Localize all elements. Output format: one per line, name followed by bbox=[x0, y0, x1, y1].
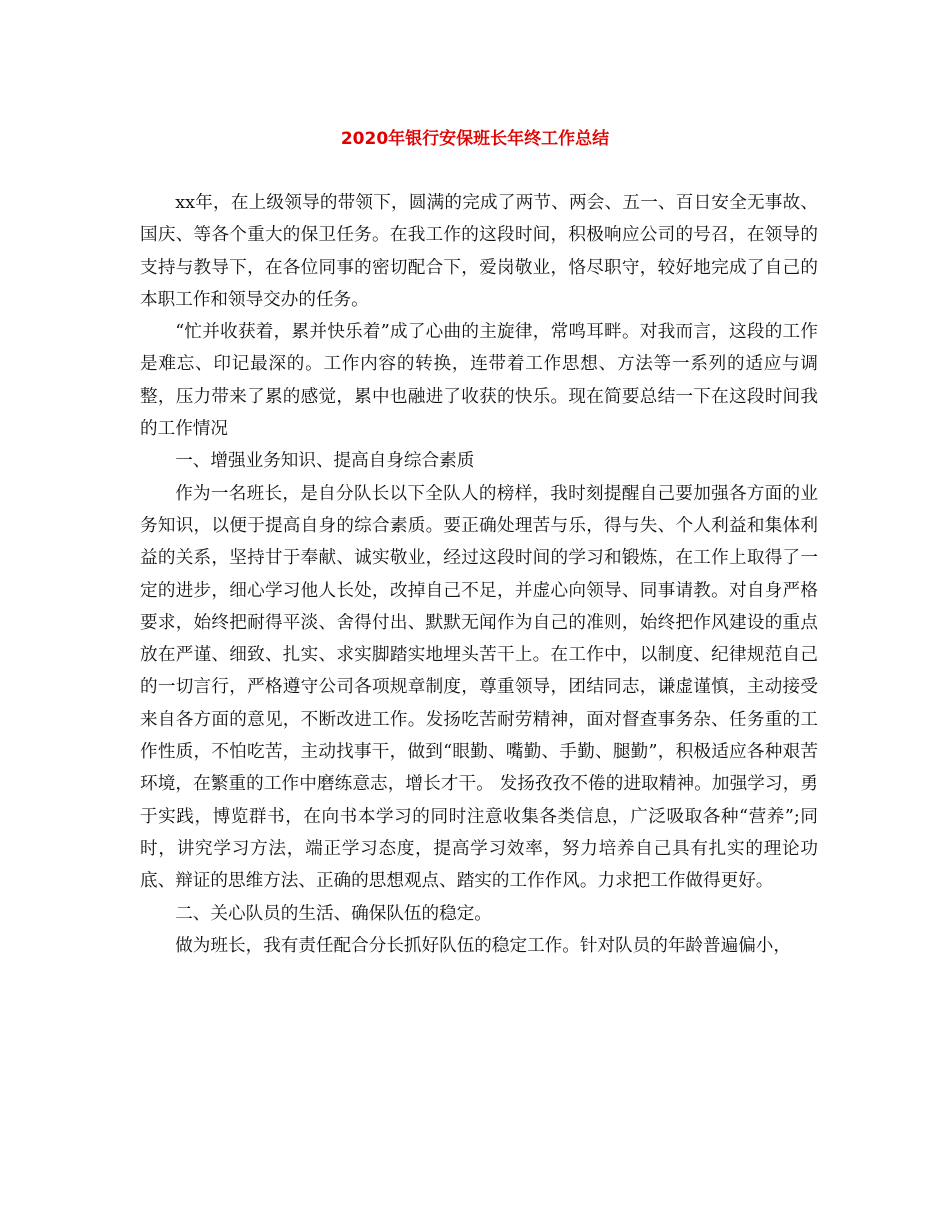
paragraph: xx年，在上级领导的带领下，圆满的完成了两节、两会、五一、百日安全无事故、国庆、等各个重大的保卫任务。在我工作的这段时间，积极响应公司的号召，在领导的支持与教导下，在各位同事的密切配合下，爱岗敬业，恪尽职守，较好地完成了自己的本职工作和领导交办的任务。 bbox=[140, 193, 818, 310]
paragraph: 作为一名班长，是自分队长以下全队人的榜样，我时刻提醒自己要加强各方面的业务知识，以便于提高自身的综合素质。要正确处理苦与乐，得与失、个人利益和集体利益的关系，坚持甘于奉献、诚实敬业，经过这段时间的学习和锻炼，在工作上取得了一定的进步，细心学习他人长处，改掉自己不足，并虚心向领导、同事请教。对自身严格要求，始终把耐得平淡、舍得付出、默默无闻作为自己的准则，始终把作风建设的重点放在严谨、细致、扎实、求实脚踏实地埋头苦干上。在工作中，以制度、纪律规范自己的一切言行，严格遵守公司各项规章制度，尊重领导，团结同志，谦虚谨慎，主动接受来自各方面的意见，不断改进工作。发扬吃苦耐劳精神，面对督查事务杂、任务重的工作性质，不怕吃苦，主动找事干，做到“眼勤、嘴勤、手勤、腿勤”，积极适应各种艰苦环境，在繁重的工作中磨练意志，增长才干。 发扬孜孜不倦的进取精神。加强学习，勇于实践，博览群书，在向书本学习的同时注意收集各类信息，广泛吸取各种“营养”;同时，讲究学习方法，端正学习态度，提高学习效率，努力培养自己具有扎实的理论功底、辩证的思维方法、正确的思想观点、踏实的工作作风。力求把工作做得更好。 bbox=[140, 483, 818, 892]
paragraph: “忙并收获着，累并快乐着”成了心曲的主旋律，常鸣耳畔。对我而言，这段的工作是难忘、印记最深的。工作内容的转换，连带着工作思想、方法等一系列的适应与调整，压力带来了累的感觉，累中也融进了收获的快乐。现在简要总结一下在这段时间我的工作情况 bbox=[140, 322, 818, 440]
document-title: 2020年银行安保班长年终工作总结 bbox=[340, 129, 610, 149]
paragraph: 做为班长，我有责任配合分长抓好队伍的稳定工作。针对队员的年龄普遍偏小， bbox=[175, 935, 791, 956]
section-heading: 二、关心队员的生活、确保队伍的稳定。 bbox=[175, 903, 492, 924]
document-body bbox=[140, 187, 818, 962]
section-heading: 一、增强业务知识、提高自身综合素质 bbox=[175, 451, 475, 472]
